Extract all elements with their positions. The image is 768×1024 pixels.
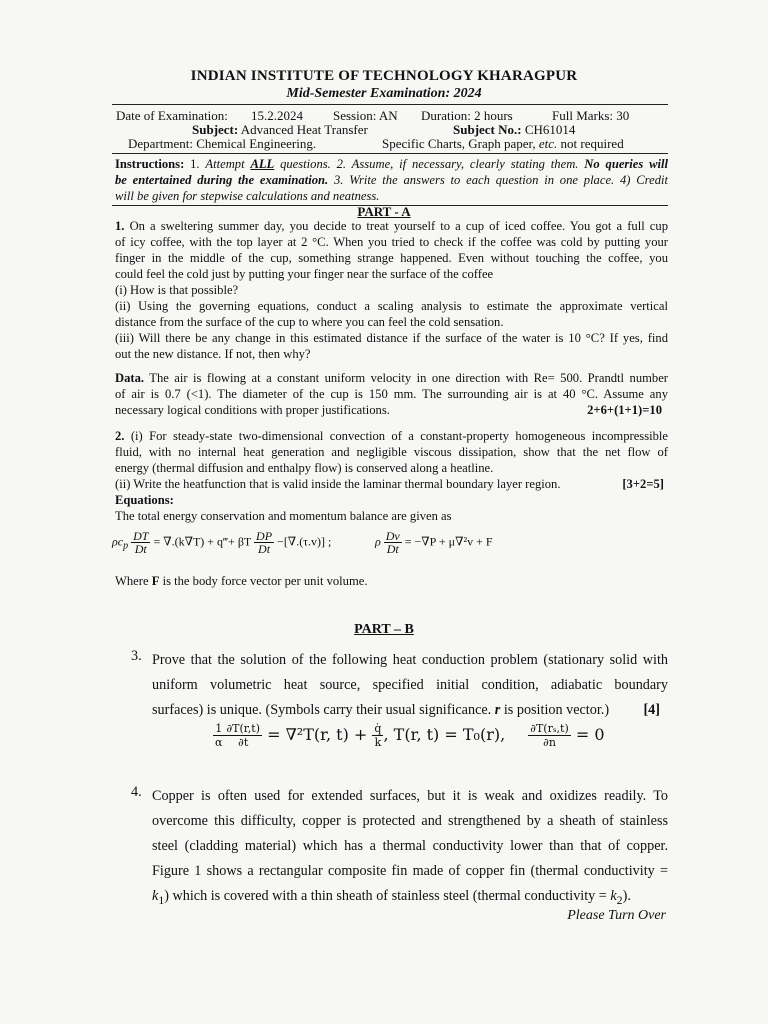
eq1-lhs: ρc — [112, 534, 124, 549]
department: Department: Chemical Engineering. — [128, 136, 317, 151]
q3-eq-mid: = ∇²T(r, t) + — [267, 725, 368, 744]
q2-part-ii: (ii) Write the heatfunction that is valid inside the laminar thermal boundary layer region. — [115, 477, 561, 491]
session: Session: AN — [333, 108, 398, 123]
q3-text-1: uniform volumetric heat source, specified initial condition, adiabatic boundary — [152, 677, 668, 693]
date-label: Date of Examination: — [116, 108, 228, 123]
q1-text-0: On a sweltering summer day, you decide to treat yourself to a cup of iced coffee. You got a full cup — [129, 219, 668, 233]
instr-num: 1. — [190, 157, 200, 171]
q2-part-ii-line — [115, 476, 668, 492]
instructions-line-3: will be given for stepwise calculations and neatness. — [115, 189, 380, 203]
q4-k1-sub: 1 — [158, 892, 165, 907]
q1-part-iii-0: (iii) Will there be any change in this estimated distance if the surface of the water is 10 °C? If yes, find — [115, 331, 668, 345]
eq1-num2: DP — [256, 529, 273, 543]
question-1 — [115, 218, 668, 362]
question-2 — [115, 428, 668, 524]
data-text-1: of air is 0.7 (<1). The diameter of the cup is 150 mm. The surrounding air is at 40 °C. Assume any — [115, 387, 668, 401]
q2-text-2: energy (thermal diffusion and enthalpy flow) is conserved along a heatline. — [115, 461, 494, 475]
q3-frac-1 — [213, 722, 224, 749]
q1-part-ii-0: (ii) Using the governing equations, conduct a scaling analysis to estimate the approximate vertical — [115, 299, 668, 313]
eq2-den: Dt — [386, 542, 399, 556]
eq1-num: DT — [133, 529, 149, 543]
subject-no-label: Subject No.: — [453, 122, 522, 137]
instr-all: ALL — [250, 157, 275, 171]
q2-line-0 — [115, 428, 668, 444]
charts-required: not required — [560, 136, 624, 151]
eq1-mid: = ∇.(k∇T) + q‴+ βT — [153, 534, 252, 549]
instr-entertained: be entertained during the examination. — [115, 173, 329, 187]
duration: Duration: 2 hours — [421, 108, 513, 123]
q3-last-b: is position vector.) — [503, 702, 610, 718]
eq1-lhs-sub: p — [123, 540, 129, 552]
q3-f3-den: k — [374, 736, 382, 749]
q1-marks: 2+6+(1+1)=10 — [587, 403, 662, 417]
q3-f4-den: ∂n — [543, 736, 556, 749]
charts-text: Specific Charts, Graph paper, — [382, 136, 536, 151]
q1-text-3: could feel the cold just by putting your finger near the surface of the coffee — [115, 267, 494, 281]
meta-divider — [112, 153, 668, 154]
q1-part-iii-1: out the new distance. If not, then why? — [115, 347, 311, 361]
q3-last-a: surfaces) is unique. (Symbols carry their usual significance. — [152, 702, 492, 718]
institute-title: INDIAN INSTITUTE OF TECHNOLOGY KHARAGPUR — [190, 68, 578, 84]
equations-intro: The total energy conservation and momentum balance are given as — [115, 509, 452, 523]
q3-eq-ic: , T(r, t) = T₀(r), — [383, 725, 506, 744]
q1-part-i: (i) How is that possible? — [115, 283, 239, 297]
where-f: F — [151, 574, 160, 588]
q3-f2-num: ∂T(r,t) — [226, 722, 261, 735]
charts-note — [382, 136, 624, 152]
q3-frac-3 — [372, 722, 383, 749]
q3-f1-num: 1 — [213, 722, 224, 736]
q1-part-ii-1: distance from the surface of the cup to where you can feel the cold sensation. — [115, 315, 504, 329]
instructions-block — [115, 156, 668, 204]
q3-number: 3. — [131, 648, 142, 664]
conduction-equation — [213, 722, 605, 749]
q3-f3-num: q̇ — [374, 722, 382, 735]
data-line-0 — [115, 370, 668, 386]
instr-no-queries: No queries will — [584, 157, 669, 171]
eq2-rhs: = −∇P + μ∇²v + F — [404, 534, 493, 549]
q3-text-2 — [152, 698, 668, 723]
part-a-heading: PART - A — [357, 204, 411, 219]
q3-marks: [4] — [643, 702, 660, 718]
momentum-equation — [375, 530, 493, 555]
body-force-note — [115, 574, 368, 589]
instructions-label: Instructions: — [115, 157, 185, 171]
eq2-num: Dv — [385, 529, 400, 543]
charts-etc: etc. — [538, 136, 558, 151]
instr-attempt: Attempt — [205, 157, 245, 171]
q3-eq-end: = 0 — [575, 725, 605, 744]
q3-r: r — [494, 702, 501, 718]
q3-text-0: Prove that the solution of the following heat conduction problem (stationary solid with — [152, 652, 668, 668]
instr-write: 3. Write the answers to each question in one place. 4) Credit — [333, 173, 668, 187]
eq1-frac-2 — [254, 530, 274, 555]
q1-data — [115, 370, 668, 418]
instructions-line-2 — [115, 172, 668, 188]
q4-text-0: Copper is often used for extended surfaces, but it is weak and oxidizes readily. To — [152, 788, 668, 804]
part-b-heading: PART – B — [354, 622, 414, 637]
instr-assume: questions. 2. Assume, if necessary, clearly stating them. — [280, 157, 579, 171]
turn-over-note: Please Turn Over — [567, 908, 666, 923]
q1-line — [115, 218, 668, 234]
eq1-den2: Dt — [258, 542, 271, 556]
q4-text-2: steel (cladding material) which has a thermal conductivity lower than that of copper. — [152, 838, 668, 854]
q3-f4-num: ∂T(rₛ,t) — [530, 722, 569, 735]
q3-frac-2 — [224, 722, 262, 749]
q3-frac-4 — [528, 722, 571, 749]
instructions-line-1 — [115, 156, 668, 172]
data-text-2: necessary logical conditions with proper justifications. — [115, 403, 390, 417]
subject-name: Advanced Heat Transfer — [240, 122, 368, 137]
energy-equation — [112, 530, 331, 555]
question-3 — [152, 648, 668, 723]
eq1-end: −[∇.(τ.v)] ; — [277, 534, 332, 549]
q2-marks: [3+2=5] — [622, 477, 664, 491]
eq2-lhs: ρ — [375, 534, 381, 549]
q2-text-0: (i) For steady-state two-dimensional convection of a constant-property homogeneous incompressible — [130, 429, 668, 443]
exam-title: Mid-Semester Examination: 2024 — [286, 86, 482, 101]
exam-date: 15.2.2024 — [251, 108, 303, 123]
q1-text-2: finger in the middle of the cup, something strange happened. Even without touching the coffee, you — [115, 251, 668, 265]
q4-k2: k — [610, 888, 617, 904]
data-label: Data. — [115, 371, 145, 385]
q1-text-1: of icy coffee, with the top layer at 2 °C. When you tried to check if the coffee was cold by putting your — [115, 235, 668, 249]
eq2-frac — [384, 530, 402, 555]
data-text-0: The air is flowing at a constant uniform velocity in one direction with Re= 500. Prandtl number — [149, 371, 668, 385]
eq1-frac-1 — [131, 530, 150, 555]
q2-number: 2. — [115, 429, 125, 443]
q2-text-1: fluid, with no internal heat generation and negligible viscous dissipation, show that the net flow of — [115, 445, 668, 459]
q4-last-b: ) which is covered with a thin sheath of stainless steel (thermal conductivity = — [164, 888, 607, 904]
data-line-2 — [115, 402, 668, 418]
q3-f1-den: α — [215, 736, 223, 749]
q4-k1: k — [152, 888, 159, 904]
q1-number: 1. — [115, 219, 125, 233]
where-word: Where — [115, 574, 149, 588]
where-rest: is the body force vector per unit volume. — [162, 574, 368, 588]
full-marks: Full Marks: 30 — [552, 108, 630, 123]
equations-label: Equations: — [115, 493, 174, 507]
q4-last-d: ). — [622, 888, 631, 904]
q4-text-1: overcome this difficulty, copper is protected and strengthened by a sheath of stainless — [152, 813, 668, 829]
header-divider — [112, 104, 668, 105]
subject-no: CH61014 — [524, 122, 576, 137]
question-4 — [152, 784, 668, 913]
q4-text-3: Figure 1 shows a rectangular composite fin made of copper fin (thermal conductivity = — [152, 863, 668, 879]
eq1-den: Dt — [134, 542, 147, 556]
q4-k2-sub: 2 — [616, 892, 623, 907]
q3-f2-den: ∂t — [238, 736, 249, 749]
subject-label: Subject: — [192, 122, 239, 137]
q4-number: 4. — [131, 784, 142, 800]
